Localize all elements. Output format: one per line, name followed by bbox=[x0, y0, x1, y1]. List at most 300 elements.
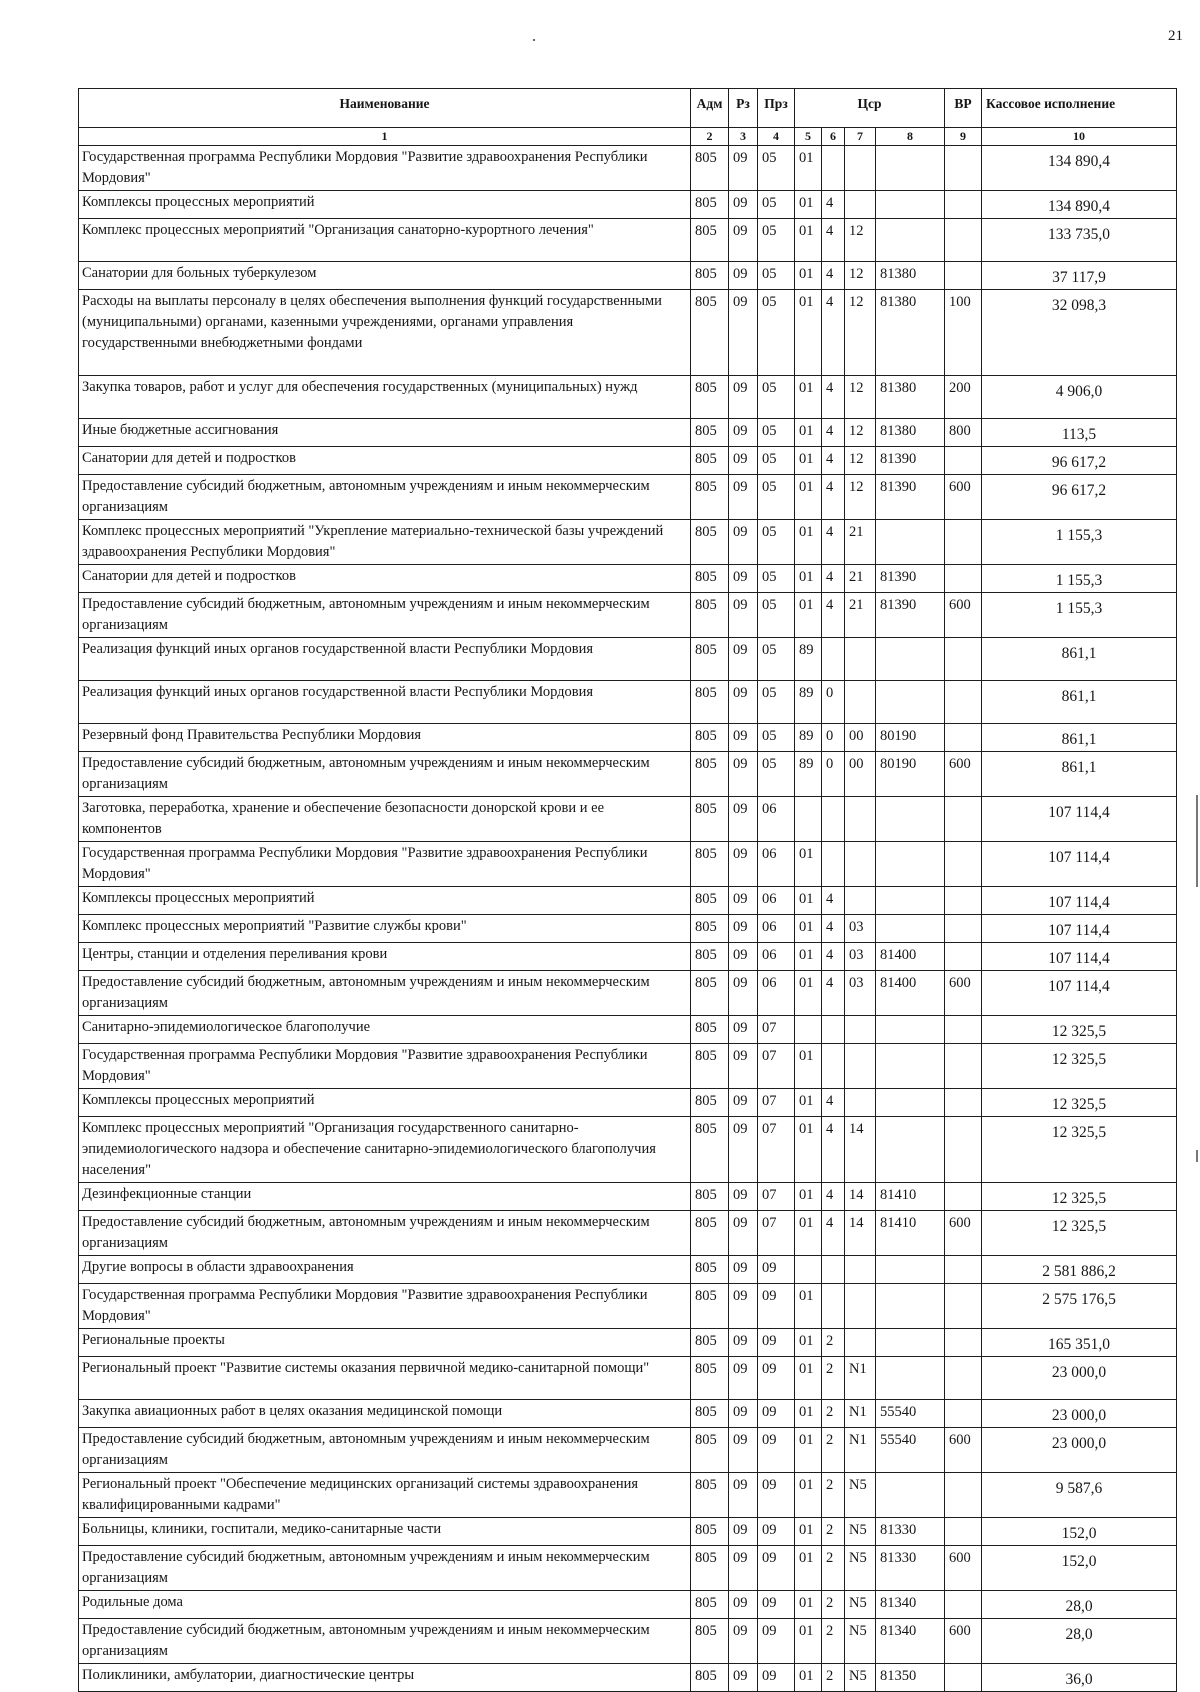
header-adm: Адм bbox=[691, 89, 729, 128]
header-rz: Рз bbox=[729, 89, 758, 128]
row-amount: 107 114,4 bbox=[982, 971, 1177, 1016]
row-name: Предоставление субсидий бюджетным, автономным учреждениям и иным некоммерческим организациям bbox=[79, 1428, 691, 1473]
row-adm: 805 bbox=[691, 1211, 729, 1256]
row-name: Санитарно-эпидемиологическое благополучие bbox=[79, 1016, 691, 1044]
row-vr bbox=[945, 1357, 982, 1400]
table-row bbox=[79, 1117, 1177, 1183]
row-prz: 06 bbox=[758, 971, 795, 1016]
row-vr: 600 bbox=[945, 593, 982, 638]
table-row bbox=[79, 1357, 1177, 1400]
row-program bbox=[795, 1016, 822, 1044]
row-activity bbox=[845, 1044, 876, 1089]
row-prz: 07 bbox=[758, 1089, 795, 1117]
row-activity: N1 bbox=[845, 1400, 876, 1428]
row-direction bbox=[876, 1089, 945, 1117]
row-name: Государственная программа Республики Мордовия "Развитие здравоохранения Республики Мордовия" bbox=[79, 842, 691, 887]
row-adm: 805 bbox=[691, 1284, 729, 1329]
row-direction bbox=[876, 887, 945, 915]
row-amount: 12 325,5 bbox=[982, 1089, 1177, 1117]
row-activity bbox=[845, 797, 876, 842]
row-activity: 12 bbox=[845, 262, 876, 290]
row-direction bbox=[876, 1284, 945, 1329]
row-name: Санатории для больных туберкулезом bbox=[79, 262, 691, 290]
row-rz: 09 bbox=[729, 842, 758, 887]
row-rz: 09 bbox=[729, 1284, 758, 1329]
row-program: 01 bbox=[795, 1044, 822, 1089]
row-amount: 133 735,0 bbox=[982, 219, 1177, 262]
row-adm: 805 bbox=[691, 943, 729, 971]
row-vr bbox=[945, 1591, 982, 1619]
row-activity: 14 bbox=[845, 1211, 876, 1256]
row-prz: 05 bbox=[758, 419, 795, 447]
row-adm: 805 bbox=[691, 593, 729, 638]
row-subprogram: 4 bbox=[822, 290, 845, 376]
row-prz: 09 bbox=[758, 1284, 795, 1329]
row-activity bbox=[845, 1284, 876, 1329]
row-subprogram: 4 bbox=[822, 1211, 845, 1256]
row-prz: 09 bbox=[758, 1473, 795, 1518]
row-rz: 09 bbox=[729, 520, 758, 565]
row-prz: 09 bbox=[758, 1357, 795, 1400]
row-name: Комплекс процессных мероприятий "Организация санаторно-курортного лечения" bbox=[79, 219, 691, 262]
row-name: Региональный проект "Развитие системы оказания первичной медико-санитарной помощи" bbox=[79, 1357, 691, 1400]
row-subprogram: 4 bbox=[822, 943, 845, 971]
row-adm: 805 bbox=[691, 1619, 729, 1664]
row-activity: N1 bbox=[845, 1428, 876, 1473]
row-prz: 09 bbox=[758, 1546, 795, 1591]
row-adm: 805 bbox=[691, 1329, 729, 1357]
row-subprogram: 4 bbox=[822, 447, 845, 475]
row-adm: 805 bbox=[691, 1546, 729, 1591]
row-vr bbox=[945, 887, 982, 915]
row-subprogram: 2 bbox=[822, 1428, 845, 1473]
row-vr bbox=[945, 146, 982, 191]
row-vr: 600 bbox=[945, 971, 982, 1016]
row-vr: 600 bbox=[945, 1428, 982, 1473]
row-program: 01 bbox=[795, 1518, 822, 1546]
row-amount: 134 890,4 bbox=[982, 191, 1177, 219]
scan-speck bbox=[533, 39, 535, 41]
row-rz: 09 bbox=[729, 1400, 758, 1428]
row-subprogram: 4 bbox=[822, 419, 845, 447]
row-amount: 107 114,4 bbox=[982, 887, 1177, 915]
row-adm: 805 bbox=[691, 1591, 729, 1619]
row-vr bbox=[945, 797, 982, 842]
row-subprogram bbox=[822, 146, 845, 191]
row-activity bbox=[845, 146, 876, 191]
row-program bbox=[795, 1256, 822, 1284]
row-direction: 81350 bbox=[876, 1664, 945, 1692]
row-rz: 09 bbox=[729, 1619, 758, 1664]
row-subprogram: 4 bbox=[822, 887, 845, 915]
row-amount: 152,0 bbox=[982, 1546, 1177, 1591]
row-amount: 861,1 bbox=[982, 638, 1177, 681]
row-subprogram: 0 bbox=[822, 724, 845, 752]
row-vr bbox=[945, 1518, 982, 1546]
column-number: 10 bbox=[982, 128, 1177, 146]
row-amount: 861,1 bbox=[982, 681, 1177, 724]
row-vr bbox=[945, 1400, 982, 1428]
row-amount: 23 000,0 bbox=[982, 1357, 1177, 1400]
row-name: Комплекс процессных мероприятий "Организация государственного санитарно-эпидемиологического надзора и обеспечение санитарно-эпидемиологического благополучия населения" bbox=[79, 1117, 691, 1183]
row-program: 01 bbox=[795, 1117, 822, 1183]
row-program: 89 bbox=[795, 638, 822, 681]
row-vr bbox=[945, 1329, 982, 1357]
row-adm: 805 bbox=[691, 1518, 729, 1546]
row-rz: 09 bbox=[729, 1473, 758, 1518]
row-program: 01 bbox=[795, 376, 822, 419]
row-prz: 06 bbox=[758, 887, 795, 915]
row-activity: 12 bbox=[845, 447, 876, 475]
row-prz: 06 bbox=[758, 842, 795, 887]
header-vr: ВР bbox=[945, 89, 982, 128]
row-amount: 134 890,4 bbox=[982, 146, 1177, 191]
row-subprogram bbox=[822, 842, 845, 887]
table-row bbox=[79, 520, 1177, 565]
row-adm: 805 bbox=[691, 475, 729, 520]
row-vr: 600 bbox=[945, 752, 982, 797]
row-activity: 14 bbox=[845, 1183, 876, 1211]
row-subprogram bbox=[822, 1256, 845, 1284]
row-direction: 81390 bbox=[876, 593, 945, 638]
row-activity: 21 bbox=[845, 565, 876, 593]
row-direction: 81400 bbox=[876, 971, 945, 1016]
row-name: Региональный проект "Обеспечение медицинских организаций системы здравоохранения квалифицированными кадрами" bbox=[79, 1473, 691, 1518]
row-name: Больницы, клиники, госпитали, медико-санитарные части bbox=[79, 1518, 691, 1546]
row-name: Предоставление субсидий бюджетным, автономным учреждениям и иным некоммерческим организациям bbox=[79, 752, 691, 797]
row-rz: 09 bbox=[729, 1329, 758, 1357]
row-prz: 09 bbox=[758, 1619, 795, 1664]
row-activity: N1 bbox=[845, 1357, 876, 1400]
row-rz: 09 bbox=[729, 146, 758, 191]
row-subprogram: 2 bbox=[822, 1664, 845, 1692]
row-prz: 07 bbox=[758, 1211, 795, 1256]
row-program: 01 bbox=[795, 1664, 822, 1692]
row-activity bbox=[845, 1329, 876, 1357]
row-vr: 600 bbox=[945, 1546, 982, 1591]
row-subprogram: 2 bbox=[822, 1619, 845, 1664]
row-direction: 81380 bbox=[876, 290, 945, 376]
row-subprogram: 4 bbox=[822, 593, 845, 638]
table-row bbox=[79, 1591, 1177, 1619]
row-name: Реализация функций иных органов государственной власти Республики Мордовия bbox=[79, 638, 691, 681]
row-adm: 805 bbox=[691, 219, 729, 262]
row-amount: 12 325,5 bbox=[982, 1016, 1177, 1044]
row-name: Предоставление субсидий бюджетным, автономным учреждениям и иным некоммерческим организациям bbox=[79, 1546, 691, 1591]
row-direction bbox=[876, 915, 945, 943]
row-direction bbox=[876, 146, 945, 191]
row-amount: 12 325,5 bbox=[982, 1117, 1177, 1183]
row-vr bbox=[945, 1089, 982, 1117]
row-subprogram: 4 bbox=[822, 915, 845, 943]
row-adm: 805 bbox=[691, 1183, 729, 1211]
row-rz: 09 bbox=[729, 1117, 758, 1183]
row-vr bbox=[945, 943, 982, 971]
row-program: 01 bbox=[795, 1591, 822, 1619]
row-direction bbox=[876, 1329, 945, 1357]
row-name: Комплекс процессных мероприятий "Развитие службы крови" bbox=[79, 915, 691, 943]
row-name: Государственная программа Республики Мордовия "Развитие здравоохранения Республики Мордовия" bbox=[79, 146, 691, 191]
column-number: 3 bbox=[729, 128, 758, 146]
row-vr bbox=[945, 219, 982, 262]
row-name: Государственная программа Республики Мордовия "Развитие здравоохранения Республики Мордовия" bbox=[79, 1284, 691, 1329]
row-name: Предоставление субсидий бюджетным, автономным учреждениям и иным некоммерческим организациям bbox=[79, 1211, 691, 1256]
row-subprogram: 4 bbox=[822, 219, 845, 262]
row-name: Резервный фонд Правительства Республики Мордовия bbox=[79, 724, 691, 752]
row-vr bbox=[945, 1117, 982, 1183]
row-name: Заготовка, переработка, хранение и обеспечение безопасности донорской крови и ее компонентов bbox=[79, 797, 691, 842]
row-activity: 12 bbox=[845, 475, 876, 520]
row-prz: 05 bbox=[758, 447, 795, 475]
row-vr bbox=[945, 565, 982, 593]
row-name: Предоставление субсидий бюджетным, автономным учреждениям и иным некоммерческим организациям bbox=[79, 1619, 691, 1664]
row-adm: 805 bbox=[691, 1473, 729, 1518]
row-subprogram: 4 bbox=[822, 191, 845, 219]
row-amount: 12 325,5 bbox=[982, 1044, 1177, 1089]
row-subprogram bbox=[822, 797, 845, 842]
row-activity bbox=[845, 681, 876, 724]
row-direction: 81340 bbox=[876, 1591, 945, 1619]
row-direction: 80190 bbox=[876, 724, 945, 752]
row-program: 01 bbox=[795, 1329, 822, 1357]
row-prz: 06 bbox=[758, 915, 795, 943]
row-rz: 09 bbox=[729, 1664, 758, 1692]
scan-edge-mark bbox=[1196, 795, 1198, 887]
row-direction bbox=[876, 1473, 945, 1518]
row-subprogram: 2 bbox=[822, 1357, 845, 1400]
row-program: 01 bbox=[795, 475, 822, 520]
row-vr: 600 bbox=[945, 1211, 982, 1256]
row-adm: 805 bbox=[691, 1016, 729, 1044]
row-vr: 100 bbox=[945, 290, 982, 376]
row-name: Предоставление субсидий бюджетным, автономным учреждениям и иным некоммерческим организациям bbox=[79, 971, 691, 1016]
table-row bbox=[79, 593, 1177, 638]
row-amount: 9 587,6 bbox=[982, 1473, 1177, 1518]
row-activity bbox=[845, 191, 876, 219]
row-subprogram: 2 bbox=[822, 1329, 845, 1357]
row-name: Государственная программа Республики Мордовия "Развитие здравоохранения Республики Мордовия" bbox=[79, 1044, 691, 1089]
row-subprogram: 4 bbox=[822, 376, 845, 419]
row-rz: 09 bbox=[729, 1044, 758, 1089]
table-row bbox=[79, 1473, 1177, 1518]
table-row bbox=[79, 1211, 1177, 1256]
table-header-row bbox=[79, 89, 1177, 128]
row-amount: 23 000,0 bbox=[982, 1428, 1177, 1473]
row-direction bbox=[876, 191, 945, 219]
row-program: 89 bbox=[795, 724, 822, 752]
row-rz: 09 bbox=[729, 971, 758, 1016]
row-activity: 12 bbox=[845, 419, 876, 447]
row-program: 01 bbox=[795, 1284, 822, 1329]
row-prz: 09 bbox=[758, 1664, 795, 1692]
row-prz: 09 bbox=[758, 1591, 795, 1619]
row-prz: 07 bbox=[758, 1117, 795, 1183]
row-prz: 05 bbox=[758, 290, 795, 376]
row-activity: 03 bbox=[845, 915, 876, 943]
table-row bbox=[79, 681, 1177, 724]
row-adm: 805 bbox=[691, 1664, 729, 1692]
row-activity: 14 bbox=[845, 1117, 876, 1183]
row-prz: 06 bbox=[758, 797, 795, 842]
row-name: Другие вопросы в области здравоохранения bbox=[79, 1256, 691, 1284]
row-adm: 805 bbox=[691, 842, 729, 887]
row-subprogram: 4 bbox=[822, 565, 845, 593]
row-program: 01 bbox=[795, 971, 822, 1016]
row-amount: 165 351,0 bbox=[982, 1329, 1177, 1357]
row-direction: 81380 bbox=[876, 376, 945, 419]
row-activity bbox=[845, 1089, 876, 1117]
row-program: 01 bbox=[795, 191, 822, 219]
row-activity: N5 bbox=[845, 1546, 876, 1591]
table-row bbox=[79, 842, 1177, 887]
row-program: 01 bbox=[795, 943, 822, 971]
row-rz: 09 bbox=[729, 475, 758, 520]
row-activity: 00 bbox=[845, 724, 876, 752]
row-direction: 81330 bbox=[876, 1546, 945, 1591]
row-rz: 09 bbox=[729, 419, 758, 447]
row-activity bbox=[845, 1256, 876, 1284]
row-adm: 805 bbox=[691, 146, 729, 191]
row-direction: 81380 bbox=[876, 262, 945, 290]
row-program: 01 bbox=[795, 262, 822, 290]
row-adm: 805 bbox=[691, 1117, 729, 1183]
row-vr bbox=[945, 681, 982, 724]
row-subprogram: 2 bbox=[822, 1546, 845, 1591]
table-row bbox=[79, 1619, 1177, 1664]
row-program: 01 bbox=[795, 290, 822, 376]
row-vr bbox=[945, 1256, 982, 1284]
row-amount: 861,1 bbox=[982, 724, 1177, 752]
row-rz: 09 bbox=[729, 565, 758, 593]
row-program: 01 bbox=[795, 520, 822, 565]
row-adm: 805 bbox=[691, 191, 729, 219]
table-row bbox=[79, 290, 1177, 376]
row-direction: 81390 bbox=[876, 475, 945, 520]
row-direction bbox=[876, 681, 945, 724]
row-activity: N5 bbox=[845, 1619, 876, 1664]
row-prz: 05 bbox=[758, 565, 795, 593]
row-prz: 07 bbox=[758, 1016, 795, 1044]
row-adm: 805 bbox=[691, 797, 729, 842]
table-row bbox=[79, 1664, 1177, 1692]
row-program: 01 bbox=[795, 1183, 822, 1211]
row-program: 01 bbox=[795, 1089, 822, 1117]
row-rz: 09 bbox=[729, 681, 758, 724]
row-subprogram bbox=[822, 638, 845, 681]
row-subprogram: 4 bbox=[822, 1183, 845, 1211]
row-subprogram: 4 bbox=[822, 1089, 845, 1117]
page-number: 21 bbox=[1168, 28, 1183, 44]
row-amount: 107 114,4 bbox=[982, 797, 1177, 842]
row-rz: 09 bbox=[729, 752, 758, 797]
row-activity bbox=[845, 842, 876, 887]
row-rz: 09 bbox=[729, 1089, 758, 1117]
table-row bbox=[79, 915, 1177, 943]
row-activity: N5 bbox=[845, 1664, 876, 1692]
row-rz: 09 bbox=[729, 724, 758, 752]
row-direction: 81340 bbox=[876, 1619, 945, 1664]
row-vr bbox=[945, 262, 982, 290]
row-adm: 805 bbox=[691, 290, 729, 376]
row-program: 01 bbox=[795, 447, 822, 475]
row-direction: 55540 bbox=[876, 1400, 945, 1428]
table-row bbox=[79, 1183, 1177, 1211]
table-row bbox=[79, 1329, 1177, 1357]
row-program: 01 bbox=[795, 1357, 822, 1400]
row-amount: 861,1 bbox=[982, 752, 1177, 797]
row-name: Региональные проекты bbox=[79, 1329, 691, 1357]
row-program: 01 bbox=[795, 1473, 822, 1518]
row-program: 01 bbox=[795, 419, 822, 447]
row-activity: 03 bbox=[845, 943, 876, 971]
row-amount: 96 617,2 bbox=[982, 475, 1177, 520]
row-amount: 28,0 bbox=[982, 1591, 1177, 1619]
row-direction: 81380 bbox=[876, 419, 945, 447]
row-activity: 12 bbox=[845, 376, 876, 419]
row-activity: N5 bbox=[845, 1473, 876, 1518]
row-vr bbox=[945, 1473, 982, 1518]
row-amount: 23 000,0 bbox=[982, 1400, 1177, 1428]
row-adm: 805 bbox=[691, 565, 729, 593]
row-rz: 09 bbox=[729, 290, 758, 376]
row-activity: 00 bbox=[845, 752, 876, 797]
row-subprogram: 4 bbox=[822, 475, 845, 520]
column-number: 2 bbox=[691, 128, 729, 146]
row-activity: N5 bbox=[845, 1518, 876, 1546]
row-activity: 21 bbox=[845, 593, 876, 638]
table-row bbox=[79, 943, 1177, 971]
row-rz: 09 bbox=[729, 638, 758, 681]
row-name: Закупка товаров, работ и услуг для обеспечения государственных (муниципальных) нужд bbox=[79, 376, 691, 419]
row-rz: 09 bbox=[729, 593, 758, 638]
row-activity: 12 bbox=[845, 290, 876, 376]
row-amount: 12 325,5 bbox=[982, 1211, 1177, 1256]
row-activity: N5 bbox=[845, 1591, 876, 1619]
row-prz: 05 bbox=[758, 593, 795, 638]
row-subprogram: 0 bbox=[822, 681, 845, 724]
row-adm: 805 bbox=[691, 1428, 729, 1473]
row-name: Комплексы процессных мероприятий bbox=[79, 887, 691, 915]
column-number: 1 bbox=[79, 128, 691, 146]
row-direction: 81390 bbox=[876, 565, 945, 593]
row-direction: 80190 bbox=[876, 752, 945, 797]
row-vr bbox=[945, 1284, 982, 1329]
table-row bbox=[79, 797, 1177, 842]
column-number: 7 bbox=[845, 128, 876, 146]
row-adm: 805 bbox=[691, 724, 729, 752]
table-row bbox=[79, 724, 1177, 752]
row-rz: 09 bbox=[729, 1357, 758, 1400]
table-row bbox=[79, 146, 1177, 191]
table-row bbox=[79, 1044, 1177, 1089]
row-amount: 1 155,3 bbox=[982, 593, 1177, 638]
column-number: 8 bbox=[876, 128, 945, 146]
column-number: 5 bbox=[795, 128, 822, 146]
row-name: Поликлиники, амбулатории, диагностические центры bbox=[79, 1664, 691, 1692]
row-direction bbox=[876, 1016, 945, 1044]
row-vr: 600 bbox=[945, 1619, 982, 1664]
row-direction: 81400 bbox=[876, 943, 945, 971]
row-prz: 09 bbox=[758, 1400, 795, 1428]
row-subprogram bbox=[822, 1284, 845, 1329]
row-direction bbox=[876, 219, 945, 262]
table-row bbox=[79, 219, 1177, 262]
row-program: 01 bbox=[795, 1428, 822, 1473]
row-adm: 805 bbox=[691, 1256, 729, 1284]
row-name: Иные бюджетные ассигнования bbox=[79, 419, 691, 447]
row-rz: 09 bbox=[729, 1183, 758, 1211]
table-row bbox=[79, 1546, 1177, 1591]
